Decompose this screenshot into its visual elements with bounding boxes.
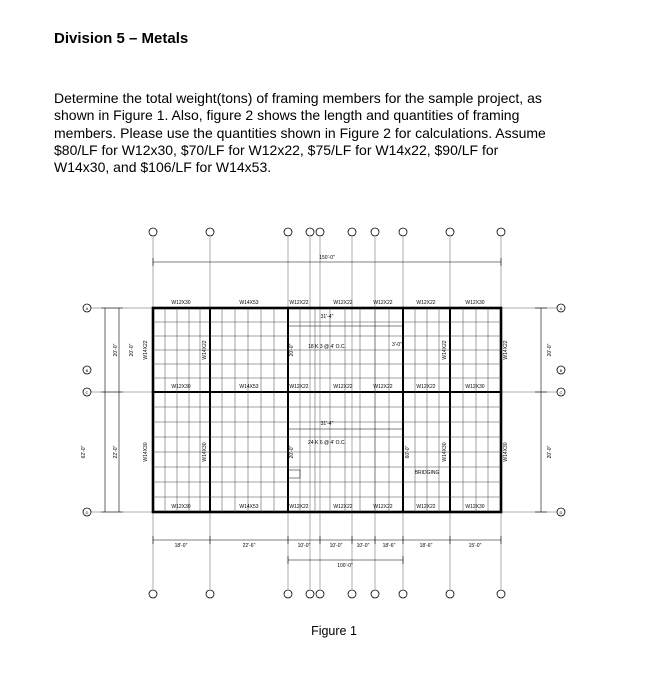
right-bay-2: 20'-0" xyxy=(547,445,553,459)
grid-letter-right-c: C xyxy=(559,390,563,395)
top-beam-label-3: W12X22 xyxy=(289,300,309,306)
section-heading: Division 5 – Metals xyxy=(54,30,189,47)
top-beam-label-1: W12X30 xyxy=(171,300,191,306)
perimeter-beams xyxy=(153,308,501,512)
left-bay-3: 22'-0" xyxy=(113,445,119,459)
grid-letter-right-d: D xyxy=(559,510,563,515)
bottom-dim-2: 22'-6" xyxy=(242,543,256,549)
top-beam-label-2: W14X53 xyxy=(239,300,259,306)
mid-beam-label-6: W12X22 xyxy=(416,384,436,390)
right-dimensions xyxy=(535,308,547,512)
problem-line-3: members. Please use the quantities shown in Figure 2 for calculations. Assume xyxy=(54,124,546,141)
bottom-beam-label-3: W12X22 xyxy=(289,504,309,510)
column-grid-bubbles-top xyxy=(149,228,505,236)
top-beam-label-6: W12X22 xyxy=(416,300,436,306)
grid-letter-left-b: B xyxy=(85,368,89,373)
overall-depth-label: 62'-0" xyxy=(81,445,87,459)
problem-statement xyxy=(54,90,614,176)
vertical-beam-label-7: W14X22 xyxy=(503,340,509,360)
bottom-beam-label-4: W12X22 xyxy=(333,504,353,510)
vertical-beam-label-8: W14X30 xyxy=(503,442,509,462)
left-dimensions xyxy=(101,308,123,512)
vertical-beam-label-4: W14X30 xyxy=(202,442,208,462)
mid-beam-label-2: W14X53 xyxy=(239,384,259,390)
bottom-dim-7: 18'-6" xyxy=(419,543,433,549)
grid-letter-left-a: A xyxy=(85,306,89,311)
figure-caption: Figure 1 xyxy=(311,624,357,638)
interior-girders xyxy=(153,308,501,512)
mid-beam-label-4: W12X22 xyxy=(333,384,353,390)
bottom-beam-label-2: W14X53 xyxy=(239,504,259,510)
problem-line-4: $80/LF for W12x30, $70/LF for W12x22, $75/LF for W14x22, $90/LF for xyxy=(54,141,499,158)
grid-letter-left-c: C xyxy=(85,390,89,395)
problem-line-1: Determine the total weight(tons) of framing members for the sample project, as xyxy=(54,90,542,106)
vertical-beam-label-3: W14X22 xyxy=(202,340,208,360)
bottom-dim-3: 10'-0" xyxy=(297,543,311,549)
joist-note-1: 18 K 3 @ 4' O.C. xyxy=(308,344,346,350)
joist-note-2: 24 K 6 @ 4' O.C. xyxy=(308,440,346,446)
joists xyxy=(153,308,501,512)
grid-letter-right-a: A xyxy=(559,306,563,311)
vertical-beam-label-5: W14X22 xyxy=(442,340,448,360)
bottom-subtotal: 100'-0" xyxy=(337,563,353,569)
vertical-beam-label-1: W14X22 xyxy=(143,340,149,360)
bottom-beam-label-7: W12X30 xyxy=(465,504,485,510)
mid-beam-label-3: W12X22 xyxy=(289,384,309,390)
mid-beam-label-7: W12X30 xyxy=(465,384,485,390)
inner-vertical-dim-3: 60'-0" xyxy=(405,445,411,459)
top-beam-label-4: W12X22 xyxy=(333,300,353,306)
mid-beam-label-1: W12X30 xyxy=(171,384,191,390)
bottom-dim-5: 10'-0" xyxy=(356,543,370,549)
bottom-dim-4: 10'-0" xyxy=(329,543,343,549)
column-grid-bubbles-bottom xyxy=(149,590,505,598)
mid-beam-label-5: W12X22 xyxy=(373,384,393,390)
top-beam-label-5: W12X22 xyxy=(373,300,393,306)
problem-line-2: shown in Figure 1. Also, figure 2 shows the length and quantities of framing xyxy=(54,107,520,124)
right-bay-1: 20'-0" xyxy=(547,343,553,357)
grid-letter-left-d: D xyxy=(85,510,89,515)
bottom-dimensions xyxy=(153,536,501,564)
grid-lines xyxy=(91,237,557,589)
bottom-dim-8: 15'-0" xyxy=(468,543,482,549)
inner-vertical-dim-1: 20'-0" xyxy=(289,343,295,357)
left-bay-1: 20'-0" xyxy=(113,343,119,357)
bottom-beam-label-5: W12X22 xyxy=(373,504,393,510)
left-bay-2: 20'-0" xyxy=(129,343,135,357)
vertical-beam-label-2: W14X30 xyxy=(143,442,149,462)
grid-letter-right-b: B xyxy=(559,368,563,373)
bottom-beam-label-6: W12X22 xyxy=(416,504,436,510)
dim-inner-2: 31'-4" xyxy=(320,421,334,427)
framing-plan-figure xyxy=(75,222,595,612)
problem-line-5: W14x30, and $106/LF for W14x53. xyxy=(54,159,272,176)
dim-inner-1: 31'-4" xyxy=(320,314,334,320)
dim-inner-3: 3'-0" xyxy=(392,342,402,348)
top-beam-label-7: W12X30 xyxy=(465,300,485,306)
bottom-dim-6: 18'-6" xyxy=(382,543,396,549)
vertical-beam-label-6: W14X30 xyxy=(442,442,448,462)
inner-vertical-dim-2: 20'-0" xyxy=(289,445,295,459)
bottom-dim-1: 18'-0" xyxy=(174,543,188,549)
overall-width-label: 150'-0" xyxy=(319,255,335,261)
bridging-label: BRIDGING xyxy=(414,470,440,476)
bottom-beam-label-1: W12X30 xyxy=(171,504,191,510)
